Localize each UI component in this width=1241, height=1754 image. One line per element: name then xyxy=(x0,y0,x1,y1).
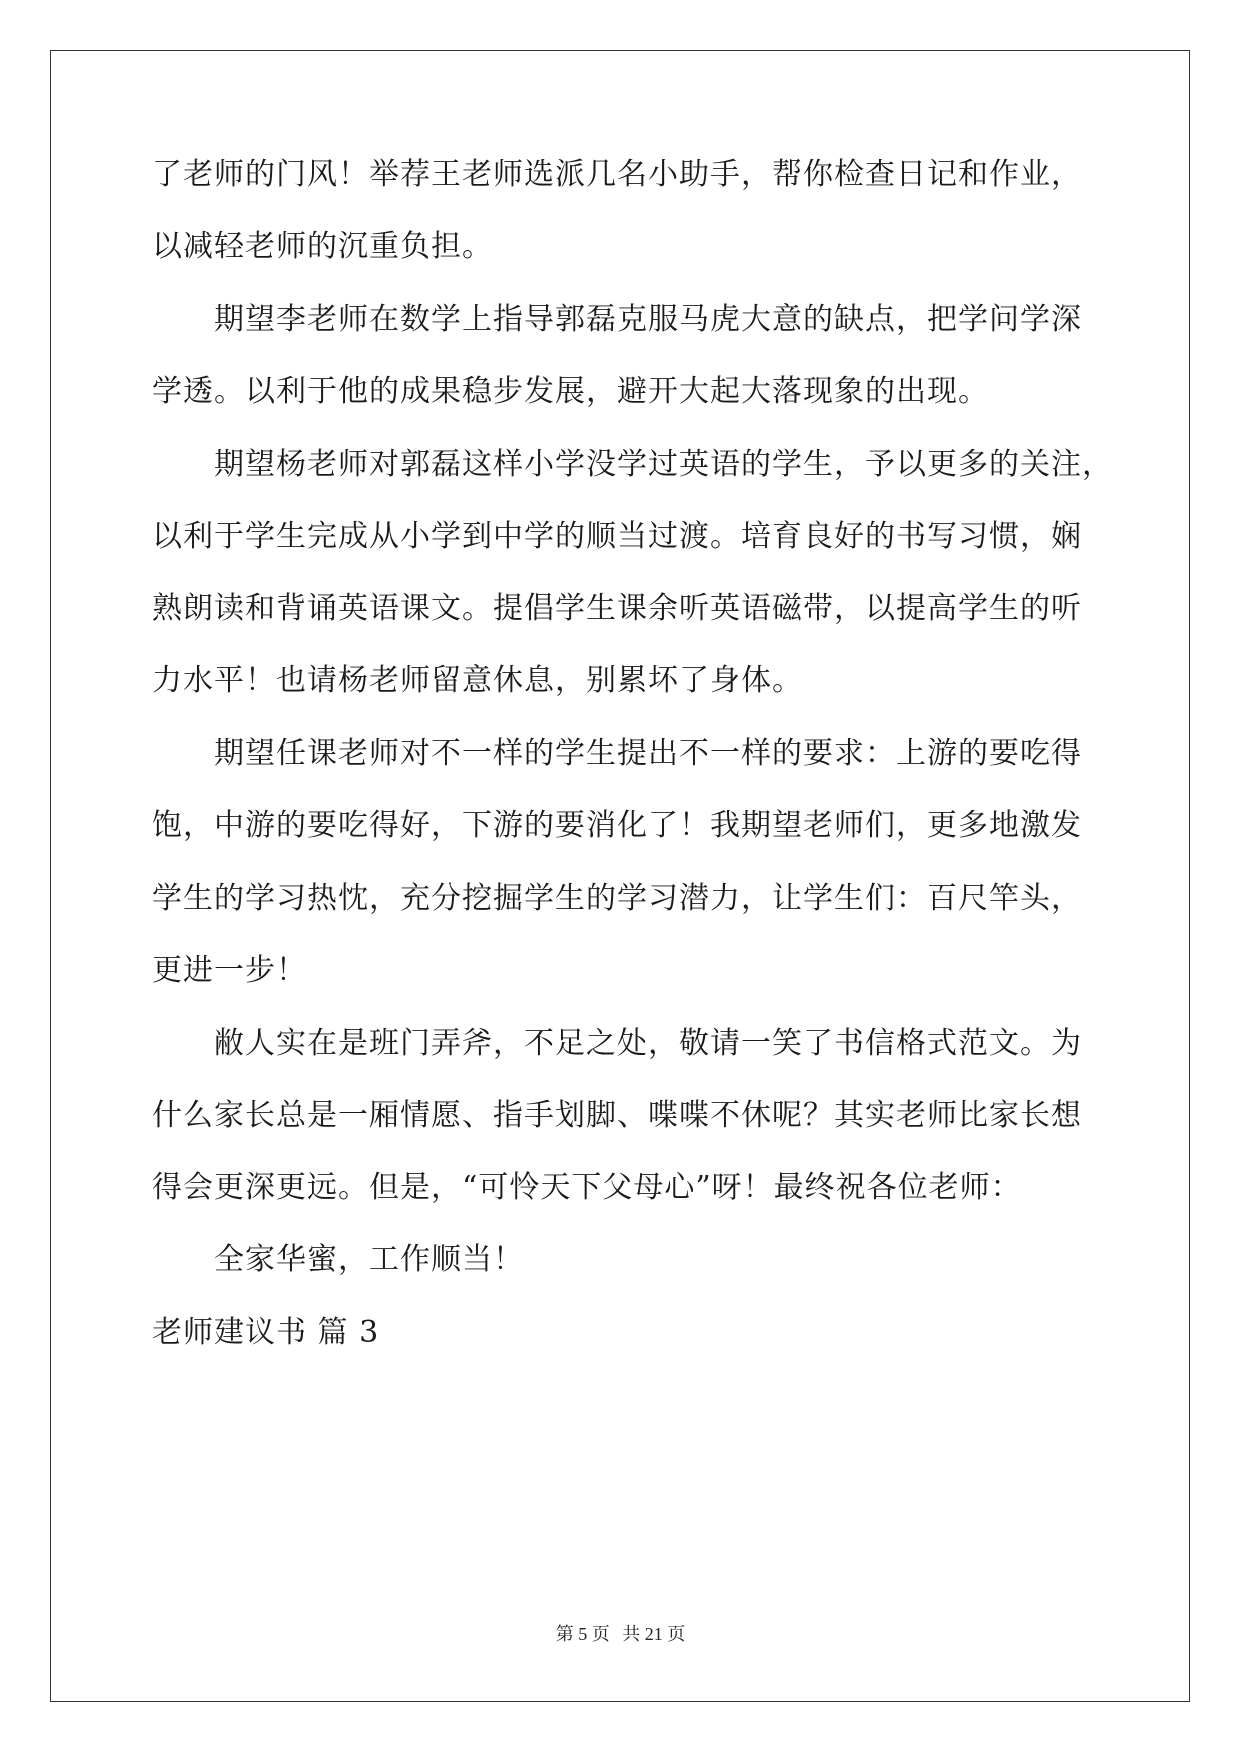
text-line: 以利于学生完成从小学到中学的顺当过渡。培育良好的书写习惯，娴 xyxy=(152,519,1082,554)
text-line: 更进一步！ xyxy=(152,953,307,988)
paragraph-start-line: 期望李老师在数学上指导郭磊克服马虎大意的缺点，把学问学深 xyxy=(214,302,1082,337)
paragraph-start-line: 期望杨老师对郭磊这样小学没学过英语的学生，予以更多的关注， xyxy=(214,447,1113,482)
text-line: 了老师的门风！举荐王老师选派几名小助手，帮你检查日记和作业， xyxy=(152,157,1082,192)
paragraph-start-line: 期望任课老师对不一样的学生提出不一样的要求：上游的要吃得 xyxy=(214,736,1082,771)
text-line: 什么家长总是一厢情愿、指手划脚、喋喋不休呢？其实老师比家长想 xyxy=(152,1098,1082,1133)
section-heading: 老师建议书 篇 3 xyxy=(152,1315,380,1350)
text-line: 学透。以利于他的成果稳步发展，避开大起大落现象的出现。 xyxy=(152,374,989,409)
closing-line: 全家华蜜，工作顺当！ xyxy=(214,1242,524,1277)
text-line: 学生的学习热忱，充分挖掘学生的学习潜力，让学生们：百尺竿头， xyxy=(152,881,1082,916)
page-total: 共 21 页 xyxy=(622,1624,686,1644)
text-line: 以减轻老师的沉重负担。 xyxy=(152,229,493,264)
page-number: 第 5 页 xyxy=(555,1624,610,1644)
text-line: 力水平！也请杨老师留意休息，别累坏了身体。 xyxy=(152,663,803,698)
text-line: 得会更深更远。但是，“可怜天下父母心”呀！最终祝各位老师： xyxy=(152,1170,1022,1205)
page-footer xyxy=(0,1620,1241,1646)
text-line: 熟朗读和背诵英语课文。提倡学生课余听英语磁带，以提高学生的听 xyxy=(152,591,1082,626)
paragraph-start-line: 敝人实在是班门弄斧，不足之处，敬请一笑了书信格式范文。为 xyxy=(214,1026,1082,1061)
text-line: 饱，中游的要吃得好，下游的要消化了！我期望老师们，更多地激发 xyxy=(152,808,1082,843)
page-border xyxy=(50,50,1190,1702)
